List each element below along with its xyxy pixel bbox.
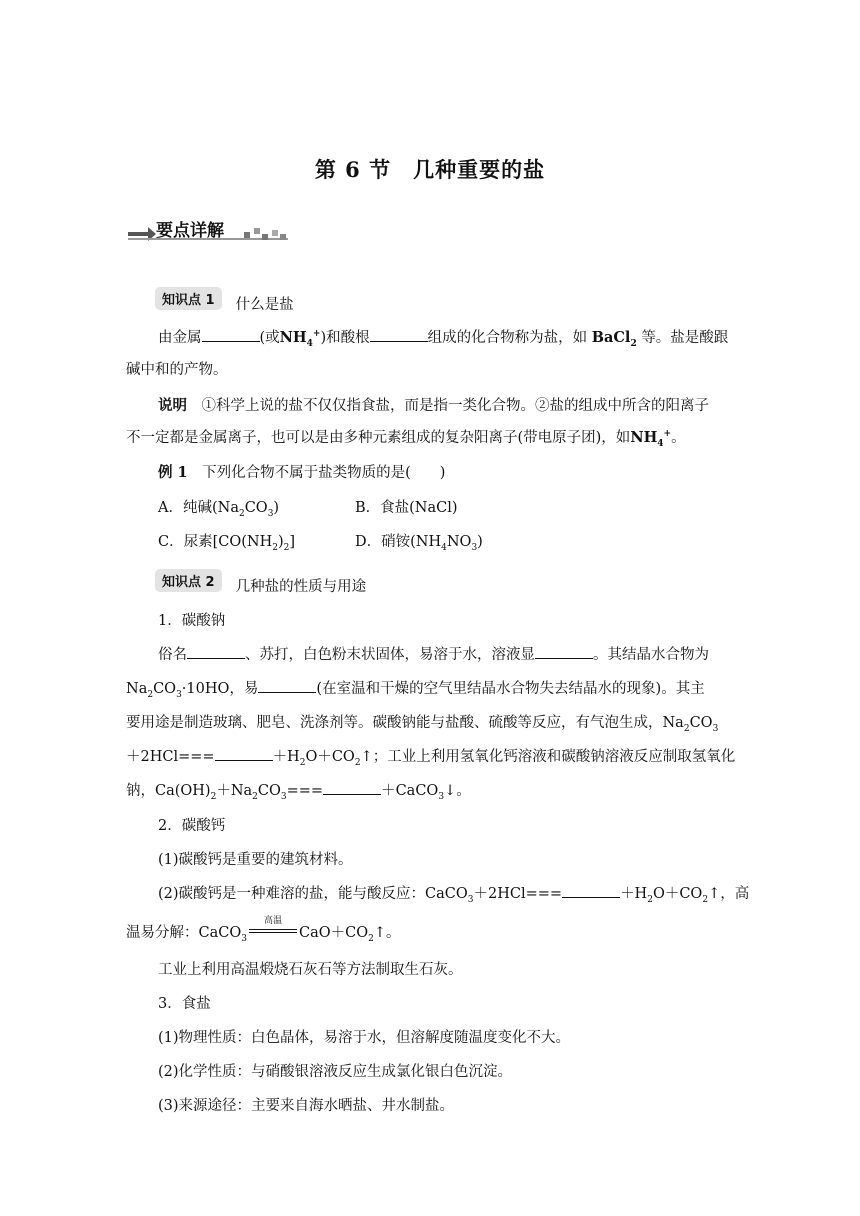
calcium-carbonate-line2: (2)碳酸钙是一种难溶的盐，能与酸反应：CaCO$_3$＋2HCl=== $+H_2O+CO_2↑$，高 [158, 886, 750, 905]
key-points-banner [126, 214, 290, 244]
kp1-title: 什么是盐 [235, 297, 294, 313]
option-d: D．硝铵$(NH_4NO_3)$ [355, 534, 483, 553]
kp2-badge: 知识点 2 [155, 569, 222, 592]
banner-label: 要点详解 [156, 221, 224, 241]
kp2-title: 几种盐的性质与用途 [235, 579, 367, 595]
sodium-carbonate-line1: 俗名 、苏打，白色粉末状固体，易溶于水，溶液显 。其结晶水合物为 [158, 647, 709, 663]
option-b: B．食盐(NaCl) [355, 500, 458, 516]
sodium-carbonate-heading: 1．碳酸钠 [158, 613, 226, 629]
sodium-carbonate-line3: 要用途是制造玻璃、肥皂、洗涤剂等。碳酸钠能与盐酸、硫酸等反应，有气泡生成，$Na_2CO_3$ [126, 715, 719, 734]
salt-line1: (1)物理性质：白色晶体，易溶于水，但溶解度随温度变化不大。 [158, 1030, 571, 1046]
option-c: C．尿素$[CO(NH_2)_2]$ [158, 534, 296, 553]
kp1-definition-line2: 碱中和的产物。 [126, 362, 228, 378]
kp1-note-line1: 说明 ①科学上说的盐不仅仅指食盐，而是指一类化合物。②盐的组成中所含的阳离子 [158, 397, 709, 414]
calcium-carbonate-line4: 工业上利用高温煅烧石灰石等方法制取生石灰。 [158, 962, 463, 978]
calcium-carbonate-heading: 2．碳酸钙 [158, 818, 226, 834]
sodium-carbonate-line4: $+2HCl=== +H_2O+CO_2↑$；工业上利用氢氧化钙溶液和碳酸钠溶液反应制取氢氧化 [126, 749, 736, 768]
kp1-badge: 知识点 1 [155, 287, 222, 310]
kp1-note-line2: 不一定都是金属离子，也可以是由多种元素组成的复杂阳离子(带电原子团)，如$NH_4^+$。 [126, 429, 686, 449]
option-a: A．纯碱$(Na_2CO_3)$ [158, 500, 280, 519]
high-temperature-arrow: 高温 [247, 923, 299, 937]
sodium-carbonate-line5: 钠，$Ca(OH)_2+Na_2CO_3===$ ＋CaCO$_3$↓。 [126, 783, 471, 802]
sodium-carbonate-line2: $Na_2CO_3\cdot 10HO$，易 (在室温和干燥的空气里结晶水合物失去结晶水的现象)。其主 [126, 681, 705, 700]
section-title: 第 6 节 几种重要的盐 [314, 157, 546, 182]
salt-heading: 3．食盐 [158, 996, 211, 1012]
kp1-definition-line1: 由金属 (或$NH_4^+$)和酸根 组成的化合物称为盐，如 BaCl$_2$ 等。盐是酸跟 [158, 329, 729, 349]
salt-line2: (2)化学性质：与硝酸银溶液反应生成氯化银白色沉淀。 [158, 1064, 513, 1080]
knowledge-point-2-header [155, 565, 366, 596]
salt-line3: (3)来源途径：主要来自海水晒盐、井水制盐。 [158, 1098, 455, 1114]
knowledge-point-1-header [155, 283, 294, 314]
calcium-carbonate-line1: (1)碳酸钙是重要的建筑材料。 [158, 852, 353, 868]
calcium-carbonate-line3: 温易分解：CaCO$_3$ 高温 $CaO+CO_2↑$。 [126, 916, 401, 944]
example-1-question: 例 1 下列化合物不属于盐类物质的是( ) [158, 464, 446, 481]
